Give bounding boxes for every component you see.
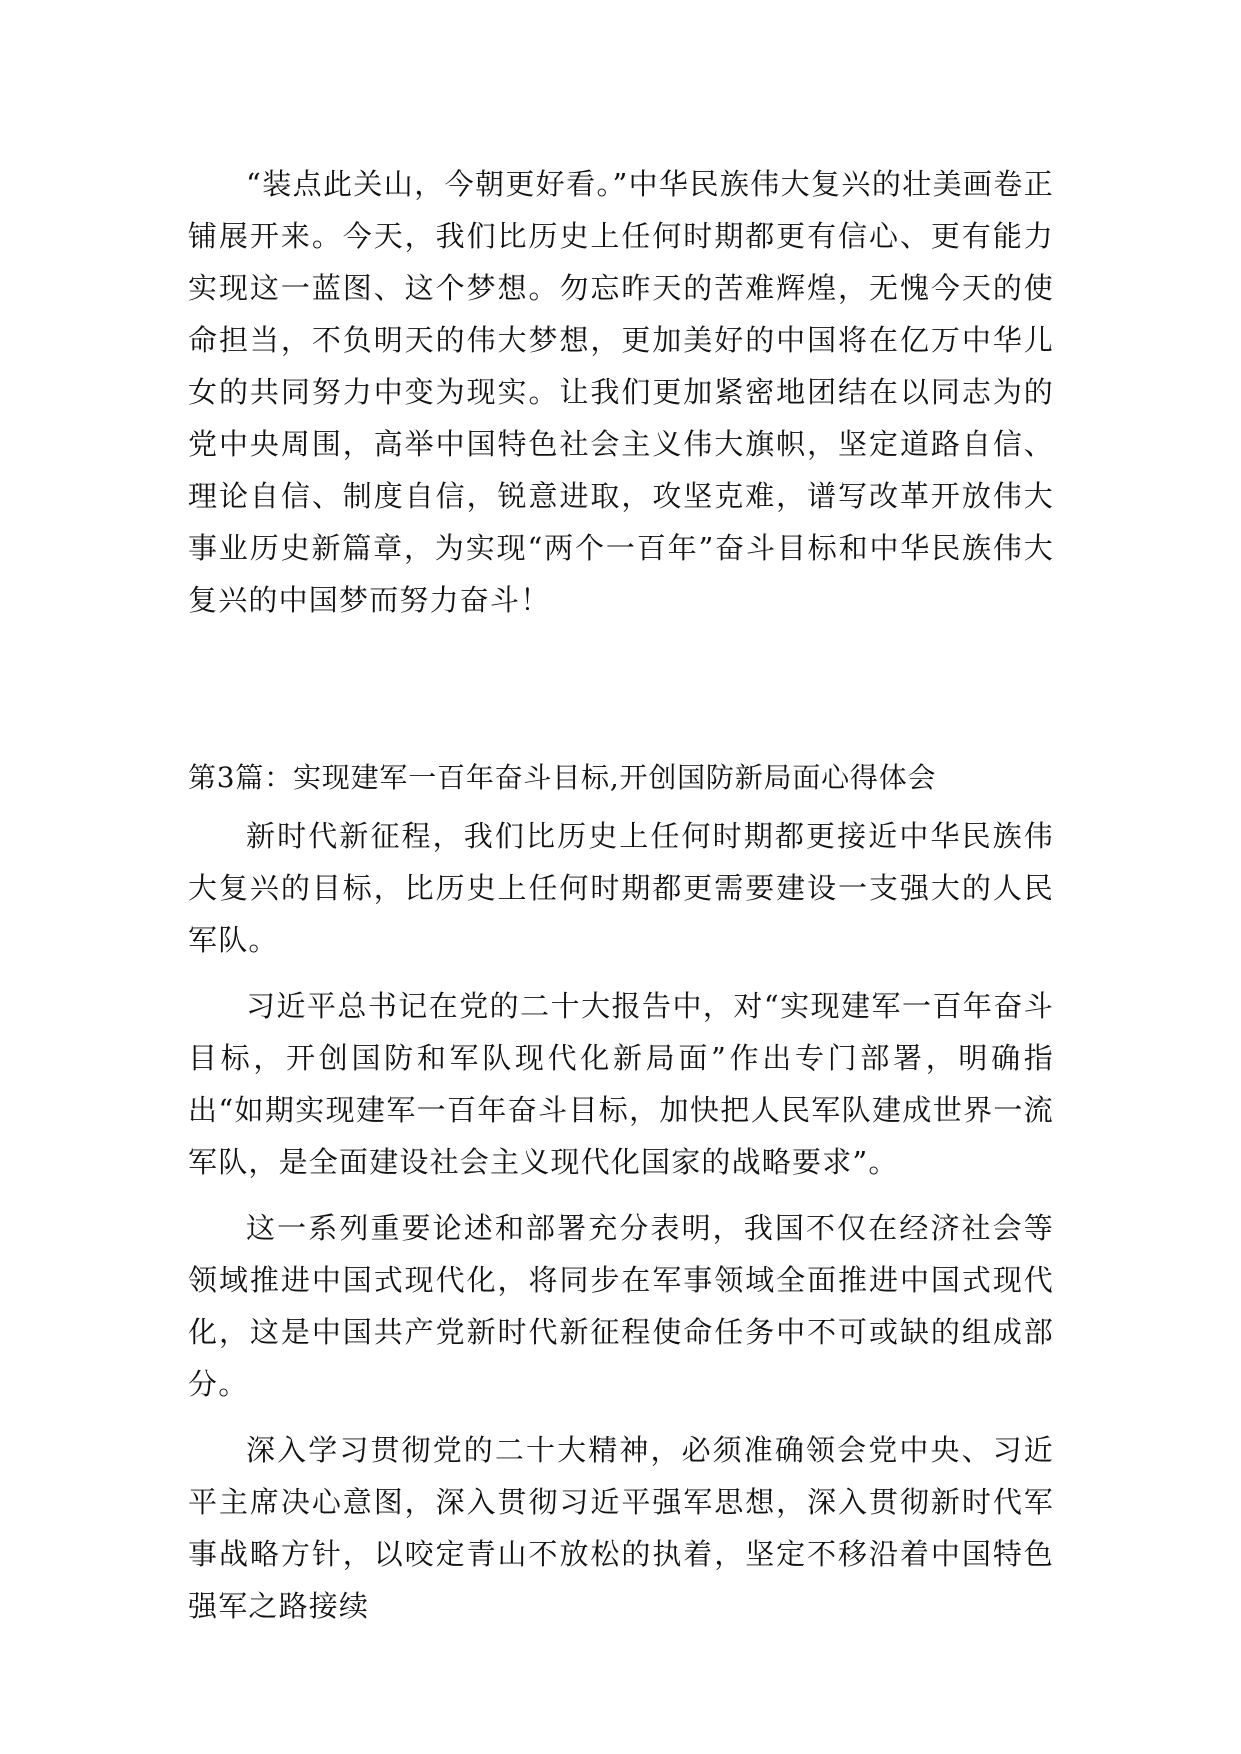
body-paragraph: 新时代新征程，我们比历史上任何时期都更接近中华民族伟大复兴的目标，比历史上任何时期都更需要建设一支强大的人民军队。: [188, 819, 1054, 957]
previous-section-text: [188, 158, 1054, 626]
body-paragraph: 习近平总书记在党的二十大报告中，对“实现建军一百年奋斗目标，开创国防和军队现代化新局面”作出专门部署，明确指出“如期实现建军一百年奋斗目标，加快把人民军队建成世界一流军队，是全面建设社会主义现代化国家的战略要求”。: [188, 989, 1054, 1179]
section-3: [188, 752, 1054, 1632]
body-paragraph: 深入学习贯彻党的二十大精神，必须准确领会党中央、习近平主席决心意图，深入贯彻习近平强军思想，深入贯彻新时代军事战略方针，以咬定青山不放松的执着，坚定不移沿着中国特色强军之路接续: [188, 1433, 1054, 1623]
body-paragraph: 这一系列重要论述和部署充分表明，我国不仅在经济社会等领域推进中国式现代化，将同步在军事领域全面推进中国式现代化，这是中国共产党新时代新征程使命任务中不可或缺的组成部分。: [188, 1211, 1054, 1401]
closing-paragraph: “装点此关山，今朝更好看。”中华民族伟大复兴的壮美画卷正铺展开来。今天，我们比历史上任何时期都更有信心、更有能力实现这一蓝图、这个梦想。勿忘昨天的苦难辉煌，无愧今天的使命担当，不负明天的伟大梦想，更加美好的中国将在亿万中华儿女的共同努力中变为现实。让我们更加紧密地团结在以同志为的党中央周围，高举中国特色社会主义伟大旗帜，坚定道路自信、理论自信、制度自信，锐意进取，攻坚克难，谱写改革开放伟大事业历史新篇章，为实现“两个一百年”奋斗目标和中华民族伟大复兴的中国梦而努力奋斗！: [188, 167, 1054, 617]
section-heading: 第3篇：实现建军一百年奋斗目标,开创国防新局面心得体会: [188, 761, 937, 794]
